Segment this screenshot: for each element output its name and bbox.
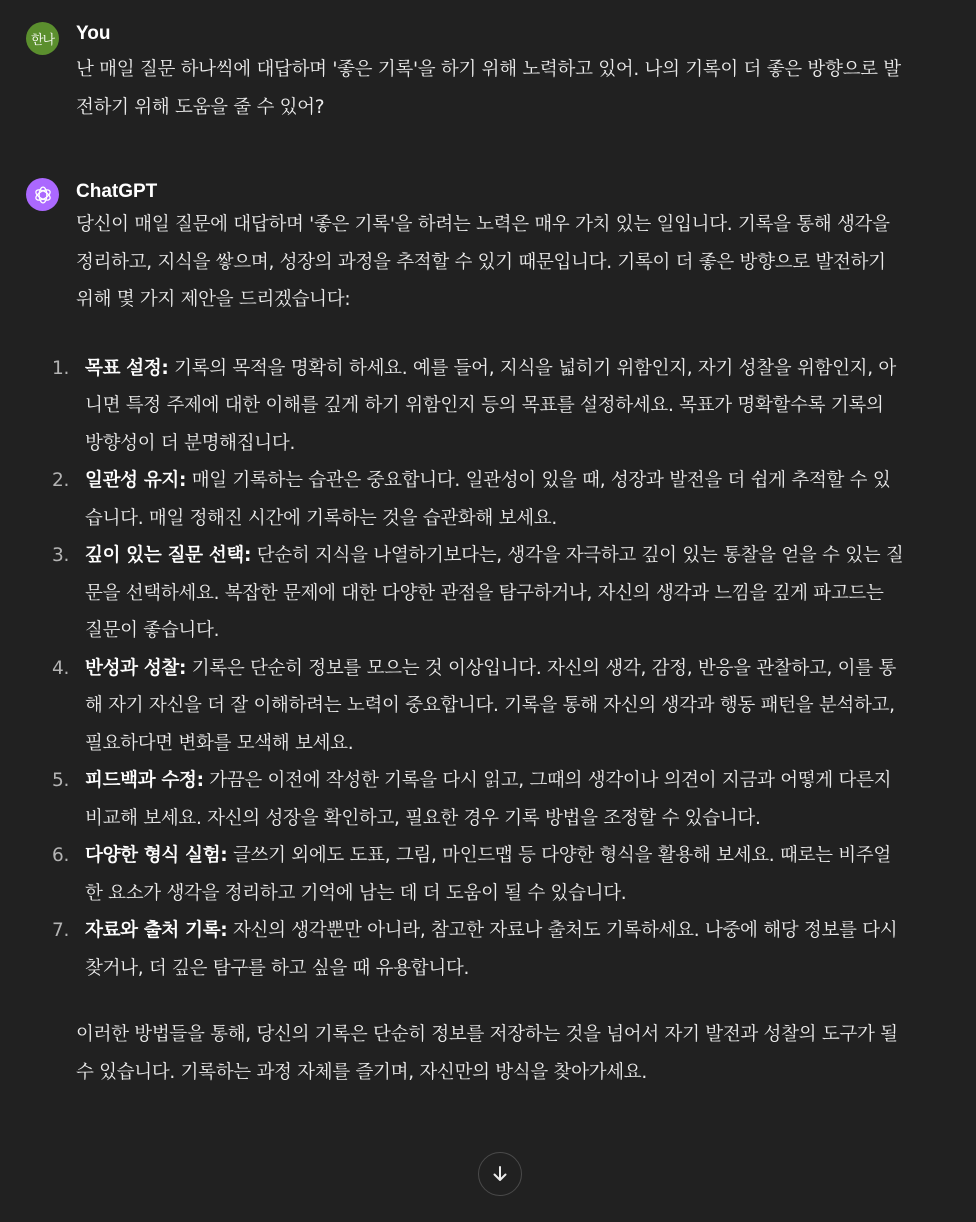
list-item-number: 1. (52, 357, 70, 379)
assistant-message (26, 178, 906, 1178)
user-message (26, 22, 906, 122)
user-avatar-text: 한나 (30, 33, 55, 48)
list-item-title: 다양한 형식 실험: (85, 845, 228, 866)
list-item (52, 837, 906, 912)
openai-logo-icon (32, 184, 54, 206)
list-item-title: 깊이 있는 질문 선택: (85, 545, 252, 566)
user-avatar (26, 22, 59, 55)
list-item (52, 650, 906, 763)
list-item-number: 2. (52, 470, 70, 491)
assistant-author-name: ChatGPT (76, 181, 158, 202)
list-item-number: 7. (52, 920, 70, 941)
intro-paragraph: 당신이 매일 질문에 대답하며 '좋은 기록'을 하려는 노력은 매우 가치 있는 일입니다. 기록을 통해 생각을 정리하고, 지식을 쌓으며, 성장의 과정을 추적할 수 있기 때문입니다. 기록이 더 좋은 방향으로 발전하기 위해 몇 가지 제안을 드리겠습니다: (76, 214, 890, 310)
list-item (52, 350, 906, 463)
assistant-avatar (26, 178, 59, 211)
list-item (52, 762, 906, 837)
list-item-title: 일관성 유지: (85, 470, 187, 491)
arrow-down-icon (490, 1164, 510, 1184)
list-item-text: 매일 기록하는 습관은 중요합니다. 일관성이 있을 때, 성장과 발전을 더 쉽게 추적할 수 있습니다. 매일 정해진 시간에 기록하는 것을 습관화해 보세요. (85, 470, 891, 529)
list-item-text: 자신의 생각뿐만 아니라, 참고한 자료나 출처도 기록하세요. 나중에 해당 정보를 다시 찾거나, 더 깊은 탐구를 하고 싶을 때 유용합니다. (85, 920, 898, 979)
user-author-name: You (76, 23, 111, 44)
list-item-title: 피드백과 수정: (85, 770, 204, 791)
assistant-message-text (52, 206, 906, 1091)
list-item-title: 반성과 성찰: (85, 657, 187, 679)
list-item-text: 가끔은 이전에 작성한 기록을 다시 읽고, 그때의 생각이나 의견이 지금과 어떻게 다른지 비교해 보세요. 자신의 성장을 확인하고, 필요한 경우 기록 방법을 조정할 수 있습니다. (85, 770, 892, 829)
scroll-to-bottom-button[interactable] (478, 1152, 522, 1196)
list-item (52, 462, 906, 537)
list-item (52, 912, 906, 987)
list-item-text: 기록은 단순히 정보를 모으는 것 이상입니다. 자신의 생각, 감정, 반응을 관찰하고, 이를 통해 자기 자신을 더 잘 이해하려는 노력이 중요합니다. 기록을 통해 자신의 생각과 행동 패턴을 분석하고, 필요하다면 변화를 모색해 보세요. (85, 657, 896, 754)
list-item-number: 3. (52, 545, 70, 566)
suggestion-list (52, 350, 906, 988)
list-item (52, 537, 906, 650)
user-message-paragraph: 난 매일 질문 하나씩에 대답하며 '좋은 기록'을 하기 위해 노력하고 있어. 나의 기록이 더 좋은 방향으로 발전하기 위해 도움을 줄 수 있어? (76, 59, 901, 118)
list-item-text: 글쓰기 외에도 도표, 그림, 마인드맵 등 다양한 형식을 활용해 보세요. 때로는 비주얼한 요소가 생각을 정리하고 기억에 남는 데 더 도움이 될 수 있습니다. (85, 845, 891, 904)
list-item-text: 단순히 지식을 나열하기보다는, 생각을 자극하고 깊이 있는 통찰을 얻을 수 있는 질문을 선택하세요. 복잡한 문제에 대한 다양한 관점을 탐구하거나, 자신의 생각과 느낌을 깊게 파고드는 질문이 좋습니다. (85, 545, 904, 641)
list-item-number: 4. (52, 657, 70, 679)
user-message-text (76, 51, 906, 126)
outro-paragraph: 이러한 방법들을 통해, 당신의 기록은 단순히 정보를 저장하는 것을 넘어서 자기 발전과 성찰의 도구가 될 수 있습니다. 기록하는 과정 자체를 즐기며, 자신만의 방식을 찾아가세요. (76, 1024, 898, 1083)
list-item-text: 기록의 목적을 명확히 하세요. 예를 들어, 지식을 넓히기 위함인지, 자기 성찰을 위함인지, 아니면 특정 주제에 대한 이해를 깊게 하기 위함인지 등의 목표를 설정하세요. 목표가 명확할수록 기록의 방향성이 더 분명해집니다. (85, 357, 896, 454)
list-item-title: 자료와 출처 기록: (85, 920, 228, 941)
list-item-number: 6. (52, 845, 70, 866)
list-item-number: 5. (52, 770, 70, 791)
list-item-title: 목표 설정: (85, 357, 169, 379)
